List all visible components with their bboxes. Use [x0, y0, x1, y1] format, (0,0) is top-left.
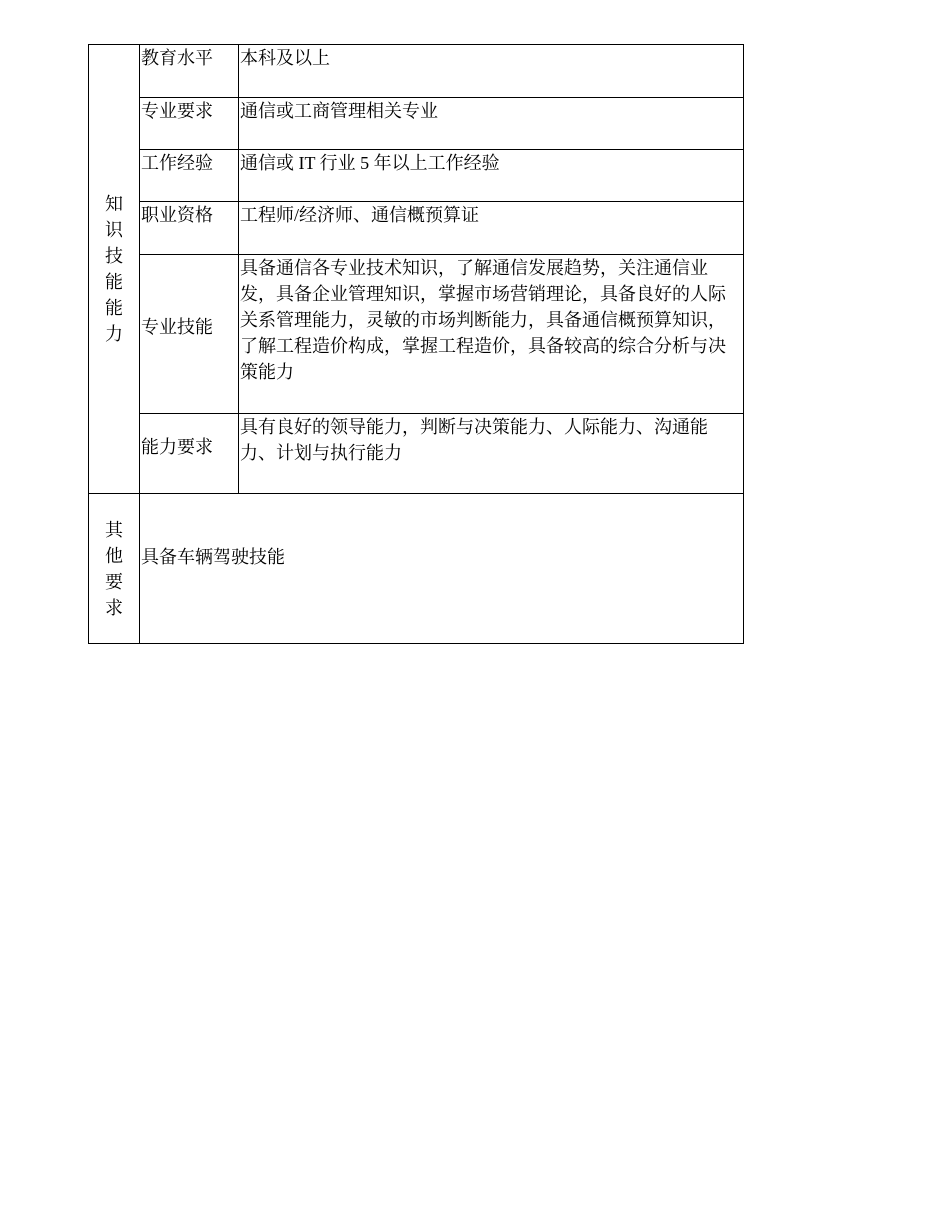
- row-value-experience: 通信或 IT 行业 5 年以上工作经验: [239, 150, 744, 202]
- row-label-experience: 工作经验: [140, 150, 239, 202]
- requirements-table: [88, 44, 744, 644]
- other-requirement-value: 具备车辆驾驶技能: [140, 494, 744, 644]
- section-char: 他: [105, 545, 123, 566]
- table-row: [89, 202, 744, 255]
- row-value-qualification: 工程师/经济师、通信概预算证: [239, 202, 744, 255]
- row-value-ability: 具有良好的领导能力，判断与决策能力、人际能力、沟通能力、计划与执行能力: [239, 414, 744, 494]
- section-char: 求: [105, 597, 123, 618]
- table-row: [89, 414, 744, 494]
- row-label-education: 教育水平: [140, 45, 239, 98]
- row-label-major: 专业要求: [140, 98, 239, 150]
- section-char: 知: [105, 194, 123, 214]
- table-row: [89, 494, 744, 644]
- section-char: 能: [105, 298, 123, 318]
- section-char: 要: [105, 571, 123, 592]
- section-char: 其: [105, 519, 123, 540]
- row-label-professional-skills: 专业技能: [140, 255, 239, 414]
- table-row: [89, 255, 744, 414]
- row-value-professional-skills: 具备通信各专业技术知识，了解通信发展趋势，关注通信业发，具备企业管理知识，掌握市场营销理论，具备良好的人际关系管理能力，灵敏的市场判断能力，具备通信概预算知识，了解工程造价构成，掌握工程造价，具备较高的综合分析与决策能力: [239, 255, 744, 414]
- row-value-major: 通信或工商管理相关专业: [239, 98, 744, 150]
- section-knowledge-skills: [89, 45, 140, 494]
- row-label-qualification: 职业资格: [140, 202, 239, 255]
- section-char: 力: [105, 324, 123, 344]
- table-row: [89, 98, 744, 150]
- section-other-requirements: [89, 494, 140, 644]
- table-row: [89, 150, 744, 202]
- section-char: 识: [105, 220, 123, 240]
- section-char: 能: [105, 272, 123, 292]
- table-row: [89, 45, 744, 98]
- section-char: 技: [105, 246, 123, 266]
- row-label-ability: 能力要求: [140, 414, 239, 494]
- row-value-education: 本科及以上: [239, 45, 744, 98]
